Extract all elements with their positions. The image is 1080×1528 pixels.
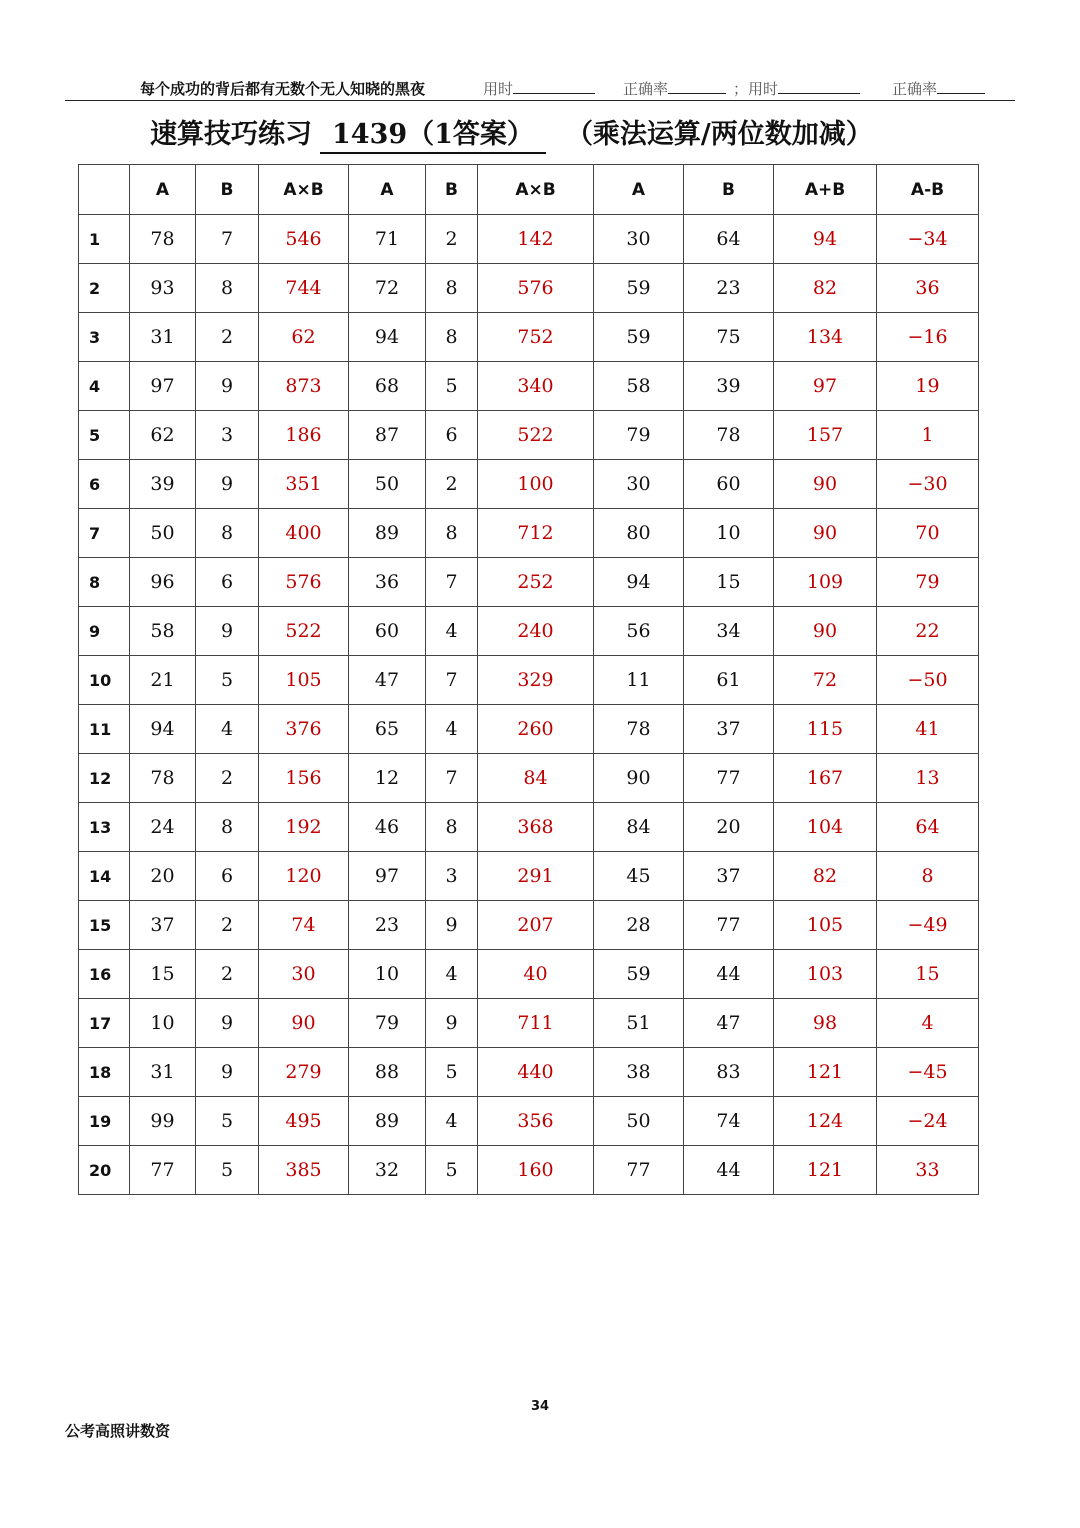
answer-cell: 74 — [259, 901, 349, 950]
row-number-cell: 15 — [79, 901, 130, 950]
row-number-cell: 9 — [79, 607, 130, 656]
answer-cell: 19 — [877, 362, 979, 411]
table-row — [79, 411, 979, 460]
operand-cell: 88 — [349, 1048, 426, 1097]
row-number-cell: 8 — [79, 558, 130, 607]
operand-cell: 65 — [349, 705, 426, 754]
accuracy-field-2 — [892, 78, 985, 99]
accuracy-label-1: 正确率 — [623, 80, 669, 98]
operand-cell: 74 — [684, 1097, 774, 1146]
table-header-row — [79, 165, 979, 215]
operand-cell: 31 — [130, 313, 196, 362]
answer-cell: 207 — [478, 901, 594, 950]
operand-cell: 5 — [426, 1048, 478, 1097]
answer-cell: 157 — [774, 411, 877, 460]
operand-cell: 4 — [196, 705, 259, 754]
answer-cell: 115 — [774, 705, 877, 754]
operand-cell: 87 — [349, 411, 426, 460]
column-header: A+B — [774, 165, 877, 215]
operand-cell: 90 — [594, 754, 684, 803]
answer-cell: 711 — [478, 999, 594, 1048]
operand-cell: 77 — [594, 1146, 684, 1195]
answer-cell: 13 — [877, 754, 979, 803]
operand-cell: 9 — [426, 901, 478, 950]
answer-cell: 79 — [877, 558, 979, 607]
operand-cell: 5 — [196, 1097, 259, 1146]
header-motto: 每个成功的背后都有无数个无人知晓的黑夜 — [140, 80, 426, 98]
operand-cell: 21 — [130, 656, 196, 705]
table-row — [79, 509, 979, 558]
operand-cell: 51 — [594, 999, 684, 1048]
table-row — [79, 852, 979, 901]
accuracy-field-1 — [623, 78, 726, 99]
operand-cell: 44 — [684, 950, 774, 999]
row-number-cell: 19 — [79, 1097, 130, 1146]
operand-cell: 99 — [130, 1097, 196, 1146]
answer-cell: 72 — [774, 656, 877, 705]
answer-cell: 252 — [478, 558, 594, 607]
answer-cell: 744 — [259, 264, 349, 313]
answer-cell: 109 — [774, 558, 877, 607]
column-header: B — [684, 165, 774, 215]
operand-cell: 9 — [196, 607, 259, 656]
operand-cell: 5 — [196, 1146, 259, 1195]
accuracy-label-2: 正确率 — [892, 80, 938, 98]
answer-cell: 134 — [774, 313, 877, 362]
title-subtitle: （乘法运算/两位数加减） — [565, 119, 873, 150]
operand-cell: 8 — [196, 264, 259, 313]
operand-cell: 77 — [684, 754, 774, 803]
operand-cell: 78 — [130, 754, 196, 803]
table-body — [79, 215, 979, 1195]
row-number-cell: 7 — [79, 509, 130, 558]
operand-cell: 56 — [594, 607, 684, 656]
table-row — [79, 558, 979, 607]
answer-cell: 8 — [877, 852, 979, 901]
answer-cell: 356 — [478, 1097, 594, 1146]
operand-cell: 8 — [426, 313, 478, 362]
answer-cell: 186 — [259, 411, 349, 460]
operand-cell: 78 — [594, 705, 684, 754]
answer-cell: 291 — [478, 852, 594, 901]
operand-cell: 2 — [196, 901, 259, 950]
operand-cell: 37 — [684, 852, 774, 901]
operand-cell: 62 — [130, 411, 196, 460]
column-header: A-B — [877, 165, 979, 215]
answer-cell: 712 — [478, 509, 594, 558]
page-title — [150, 112, 873, 152]
answer-cell: 98 — [774, 999, 877, 1048]
operand-cell: 68 — [349, 362, 426, 411]
operand-cell: 97 — [130, 362, 196, 411]
column-header: A×B — [259, 165, 349, 215]
answer-cell: 97 — [774, 362, 877, 411]
time-label-2: 用时 — [748, 80, 779, 98]
row-number-cell: 11 — [79, 705, 130, 754]
answer-cell: 84 — [478, 754, 594, 803]
row-number-cell: 14 — [79, 852, 130, 901]
time-field-1 — [483, 78, 595, 99]
operand-cell: 61 — [684, 656, 774, 705]
operand-cell: 4 — [426, 1097, 478, 1146]
answer-cell: 82 — [774, 264, 877, 313]
operand-cell: 2 — [426, 460, 478, 509]
operand-cell: 6 — [196, 558, 259, 607]
answer-cell: 90 — [259, 999, 349, 1048]
operand-cell: 50 — [594, 1097, 684, 1146]
operand-cell: 23 — [349, 901, 426, 950]
operand-cell: 38 — [594, 1048, 684, 1097]
operand-cell: 15 — [130, 950, 196, 999]
answer-cell: 240 — [478, 607, 594, 656]
row-number-cell: 16 — [79, 950, 130, 999]
answer-cell: −24 — [877, 1097, 979, 1146]
time-label-1: 用时 — [483, 80, 514, 98]
operand-cell: 97 — [349, 852, 426, 901]
header-separator: ； — [733, 80, 749, 98]
time-blank-2 — [778, 79, 860, 94]
answer-cell: 385 — [259, 1146, 349, 1195]
operand-cell: 6 — [196, 852, 259, 901]
answer-cell: 279 — [259, 1048, 349, 1097]
answer-cell: −49 — [877, 901, 979, 950]
page-number: 34 — [530, 1399, 550, 1414]
operand-cell: 4 — [426, 607, 478, 656]
row-number-cell: 5 — [79, 411, 130, 460]
title-main: 速算技巧练习 — [150, 119, 312, 150]
operand-cell: 94 — [130, 705, 196, 754]
operand-cell: 28 — [594, 901, 684, 950]
operand-cell: 77 — [130, 1146, 196, 1195]
answer-cell: 546 — [259, 215, 349, 264]
operand-cell: 59 — [594, 264, 684, 313]
operand-cell: 58 — [130, 607, 196, 656]
operand-cell: 8 — [426, 264, 478, 313]
answer-cell: 36 — [877, 264, 979, 313]
footer-text: 公考高照讲数资 — [65, 1422, 171, 1440]
column-header: A — [130, 165, 196, 215]
answer-cell: 103 — [774, 950, 877, 999]
operand-cell: 39 — [684, 362, 774, 411]
answer-cell: 376 — [259, 705, 349, 754]
row-number-cell: 4 — [79, 362, 130, 411]
table-row — [79, 460, 979, 509]
operand-cell: 2 — [426, 215, 478, 264]
answer-cell: −50 — [877, 656, 979, 705]
answer-cell: 120 — [259, 852, 349, 901]
operand-cell: 30 — [594, 215, 684, 264]
row-number-cell: 12 — [79, 754, 130, 803]
operand-cell: 7 — [426, 656, 478, 705]
answer-cell: 340 — [478, 362, 594, 411]
accuracy-blank-2 — [937, 79, 985, 94]
operand-cell: 20 — [130, 852, 196, 901]
answer-cell: 121 — [774, 1146, 877, 1195]
row-number-cell: 2 — [79, 264, 130, 313]
table-row — [79, 754, 979, 803]
answer-cell: 400 — [259, 509, 349, 558]
operand-cell: 59 — [594, 313, 684, 362]
answer-cell: 40 — [478, 950, 594, 999]
answer-cell: 62 — [259, 313, 349, 362]
table-row — [79, 999, 979, 1048]
operand-cell: 46 — [349, 803, 426, 852]
table-row — [79, 215, 979, 264]
answer-cell: 1 — [877, 411, 979, 460]
answer-cell: −16 — [877, 313, 979, 362]
answer-cell: 522 — [478, 411, 594, 460]
column-header: A — [594, 165, 684, 215]
answer-cell: 4 — [877, 999, 979, 1048]
operand-cell: 94 — [349, 313, 426, 362]
operand-cell: 80 — [594, 509, 684, 558]
answer-cell: 351 — [259, 460, 349, 509]
operand-cell: 31 — [130, 1048, 196, 1097]
answer-cell: 90 — [774, 607, 877, 656]
answer-cell: 30 — [259, 950, 349, 999]
operand-cell: 5 — [196, 656, 259, 705]
answer-cell: 121 — [774, 1048, 877, 1097]
table-row — [79, 950, 979, 999]
operand-cell: 3 — [426, 852, 478, 901]
operand-cell: 79 — [594, 411, 684, 460]
answer-cell: 94 — [774, 215, 877, 264]
answer-cell: 22 — [877, 607, 979, 656]
table-row — [79, 803, 979, 852]
operand-cell: 78 — [684, 411, 774, 460]
operand-cell: 47 — [684, 999, 774, 1048]
operand-cell: 2 — [196, 950, 259, 999]
operand-cell: 72 — [349, 264, 426, 313]
table-row — [79, 901, 979, 950]
accuracy-blank-1 — [668, 79, 726, 94]
operand-cell: 9 — [196, 999, 259, 1048]
operand-cell: 39 — [130, 460, 196, 509]
operand-cell: 47 — [349, 656, 426, 705]
table-row — [79, 1146, 979, 1195]
row-number-cell: 18 — [79, 1048, 130, 1097]
answer-cell: 495 — [259, 1097, 349, 1146]
table-row — [79, 1048, 979, 1097]
time-field-2 — [733, 78, 860, 99]
answer-cell: 440 — [478, 1048, 594, 1097]
answer-cell: 100 — [478, 460, 594, 509]
table-row — [79, 264, 979, 313]
operand-cell: 89 — [349, 1097, 426, 1146]
answer-cell: 576 — [259, 558, 349, 607]
operand-cell: 4 — [426, 705, 478, 754]
operand-cell: 96 — [130, 558, 196, 607]
operand-cell: 34 — [684, 607, 774, 656]
operand-cell: 15 — [684, 558, 774, 607]
answer-cell: 329 — [478, 656, 594, 705]
answer-cell: 70 — [877, 509, 979, 558]
answer-cell: 33 — [877, 1146, 979, 1195]
operand-cell: 9 — [196, 1048, 259, 1097]
operand-cell: 23 — [684, 264, 774, 313]
operand-cell: 59 — [594, 950, 684, 999]
answer-cell: 752 — [478, 313, 594, 362]
operand-cell: 7 — [426, 558, 478, 607]
operand-cell: 84 — [594, 803, 684, 852]
operand-cell: 5 — [426, 1146, 478, 1195]
answer-cell: 576 — [478, 264, 594, 313]
operand-cell: 44 — [684, 1146, 774, 1195]
operand-cell: 12 — [349, 754, 426, 803]
operand-cell: 2 — [196, 754, 259, 803]
table-row — [79, 705, 979, 754]
operand-cell: 37 — [684, 705, 774, 754]
answer-cell: 124 — [774, 1097, 877, 1146]
column-header: A×B — [478, 165, 594, 215]
answer-cell: 82 — [774, 852, 877, 901]
row-number-cell: 3 — [79, 313, 130, 362]
answer-cell: −34 — [877, 215, 979, 264]
column-header — [79, 165, 130, 215]
table-row — [79, 656, 979, 705]
time-blank-1 — [513, 79, 595, 94]
row-number-cell: 20 — [79, 1146, 130, 1195]
answer-cell: −30 — [877, 460, 979, 509]
row-number-cell: 13 — [79, 803, 130, 852]
operand-cell: 93 — [130, 264, 196, 313]
operand-cell: 58 — [594, 362, 684, 411]
operand-cell: 7 — [196, 215, 259, 264]
operand-cell: 50 — [349, 460, 426, 509]
operand-cell: 4 — [426, 950, 478, 999]
answer-cell: 90 — [774, 460, 877, 509]
answer-cell: 160 — [478, 1146, 594, 1195]
operand-cell: 32 — [349, 1146, 426, 1195]
operand-cell: 8 — [426, 509, 478, 558]
answer-cell: 368 — [478, 803, 594, 852]
operand-cell: 8 — [196, 803, 259, 852]
operand-cell: 94 — [594, 558, 684, 607]
operand-cell: 45 — [594, 852, 684, 901]
answer-cell: 104 — [774, 803, 877, 852]
answer-cell: 64 — [877, 803, 979, 852]
table-row — [79, 313, 979, 362]
table-row — [79, 607, 979, 656]
table-row — [79, 1097, 979, 1146]
practice-table — [78, 164, 979, 1195]
operand-cell: 83 — [684, 1048, 774, 1097]
operand-cell: 36 — [349, 558, 426, 607]
row-number-cell: 17 — [79, 999, 130, 1048]
operand-cell: 11 — [594, 656, 684, 705]
answer-cell: 105 — [259, 656, 349, 705]
table-row — [79, 362, 979, 411]
answer-cell: 142 — [478, 215, 594, 264]
page-header — [65, 74, 1015, 101]
operand-cell: 3 — [196, 411, 259, 460]
column-header: B — [426, 165, 478, 215]
operand-cell: 60 — [684, 460, 774, 509]
operand-cell: 20 — [684, 803, 774, 852]
operand-cell: 9 — [426, 999, 478, 1048]
answer-cell: 15 — [877, 950, 979, 999]
operand-cell: 2 — [196, 313, 259, 362]
operand-cell: 9 — [196, 460, 259, 509]
operand-cell: 37 — [130, 901, 196, 950]
operand-cell: 75 — [684, 313, 774, 362]
answer-cell: 105 — [774, 901, 877, 950]
operand-cell: 7 — [426, 754, 478, 803]
operand-cell: 5 — [426, 362, 478, 411]
operand-cell: 8 — [196, 509, 259, 558]
title-number: 1439（1答案） — [320, 118, 546, 154]
answer-cell: −45 — [877, 1048, 979, 1097]
operand-cell: 77 — [684, 901, 774, 950]
operand-cell: 9 — [196, 362, 259, 411]
operand-cell: 64 — [684, 215, 774, 264]
operand-cell: 60 — [349, 607, 426, 656]
operand-cell: 10 — [684, 509, 774, 558]
operand-cell: 8 — [426, 803, 478, 852]
column-header: B — [196, 165, 259, 215]
answer-cell: 192 — [259, 803, 349, 852]
answer-cell: 41 — [877, 705, 979, 754]
operand-cell: 78 — [130, 215, 196, 264]
column-header: A — [349, 165, 426, 215]
answer-cell: 522 — [259, 607, 349, 656]
operand-cell: 6 — [426, 411, 478, 460]
row-number-cell: 10 — [79, 656, 130, 705]
answer-cell: 156 — [259, 754, 349, 803]
operand-cell: 24 — [130, 803, 196, 852]
answer-cell: 260 — [478, 705, 594, 754]
operand-cell: 50 — [130, 509, 196, 558]
operand-cell: 71 — [349, 215, 426, 264]
operand-cell: 30 — [594, 460, 684, 509]
operand-cell: 10 — [349, 950, 426, 999]
answer-cell: 90 — [774, 509, 877, 558]
answer-cell: 167 — [774, 754, 877, 803]
operand-cell: 10 — [130, 999, 196, 1048]
operand-cell: 89 — [349, 509, 426, 558]
row-number-cell: 1 — [79, 215, 130, 264]
answer-cell: 873 — [259, 362, 349, 411]
row-number-cell: 6 — [79, 460, 130, 509]
operand-cell: 79 — [349, 999, 426, 1048]
